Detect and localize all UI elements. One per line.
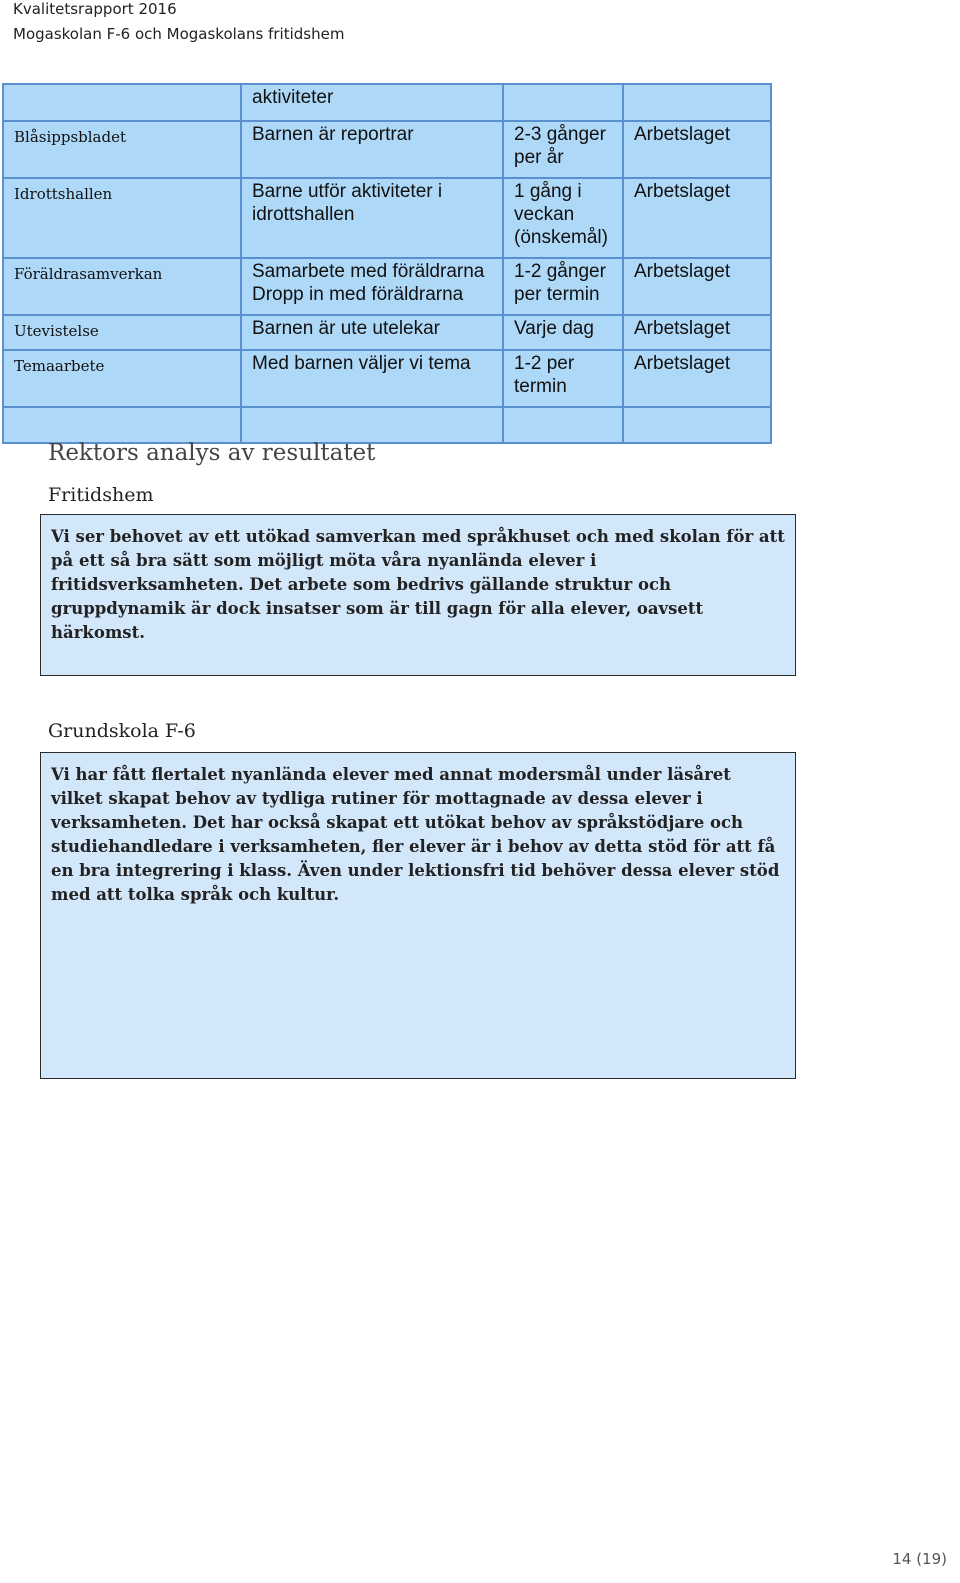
table-row [3,350,771,407]
grundskola-analysis-box [40,752,796,1079]
table-cell: 1 gång i veckan (önskemål) [503,178,623,258]
grundskola-heading: Grundskola F-6 [48,720,196,742]
table-cell [503,84,623,121]
table-cell: Samarbete med föräldrarna Dropp in med föräldrarna [241,258,503,315]
table-cell: Temaarbete [3,350,241,407]
fritidshem-analysis-box [40,514,796,676]
table-cell: Barnen är reportrar [241,121,503,178]
table-cell: Barne utför aktiviteter i idrottshallen [241,178,503,258]
table-cell: 1-2 gånger per termin [503,258,623,315]
table-cell [503,407,623,443]
table-cell: 1-2 per termin [503,350,623,407]
table-cell [623,84,771,121]
table-cell: Arbetslaget [623,258,771,315]
table-cell: Med barnen väljer vi tema [241,350,503,407]
table-cell: Arbetslaget [623,315,771,350]
table-cell: 2-3 gånger per år [503,121,623,178]
table-row [3,315,771,350]
section-title: Rektors analys av resultatet [48,440,376,466]
table-cell: Utevistelse [3,315,241,350]
fritidshem-analysis-text: Vi ser behovet av ett utökad samverkan med språkhuset och med skolan för att på ett så bra sätt som möjligt möta våra nyanlända elever i fritidsverksamheten. Det arbete som bedrivs gällande struktur och gruppdynamik är dock insatser som är till gagn för alla elever, oavsett härkomst. [51,527,785,642]
table-cell: Barnen är ute utelekar [241,315,503,350]
table-row [3,407,771,443]
fritidshem-heading: Fritidshem [48,484,154,506]
table-cell: aktiviteter [241,84,503,121]
activities-table [2,83,772,444]
table-cell [3,84,241,121]
grundskola-analysis-text: Vi har fått flertalet nyanlända elever med annat modersmål under läsåret vilket skapat behov av tydliga rutiner för mottagnade av dessa elever i verksamheten. Det har också skapat ett utökat behov av språkstödjare och studiehandledare i verksamheten, fler elever är i behov av detta stöd för att få en bra integrering i klass. Även under lektionsfri tid behöver dessa elever stöd med att tolka språk och kultur. [51,765,780,904]
table-row [3,121,771,178]
table-cell: Arbetslaget [623,121,771,178]
page-number: 14 (19) [892,1550,947,1568]
table-row [3,178,771,258]
table-cell: Föräldrasamverkan [3,258,241,315]
table-cell: Arbetslaget [623,178,771,258]
table-cell [623,407,771,443]
table-cell [3,407,241,443]
table-cell: Idrottshallen [3,178,241,258]
report-subtitle: Mogaskolan F-6 och Mogaskolans fritidshem [13,25,345,43]
table-cell: Varje dag [503,315,623,350]
report-title: Kvalitetsrapport 2016 [13,0,177,18]
table-cell: Arbetslaget [623,350,771,407]
table-row [3,258,771,315]
table-cell: Blåsippsbladet [3,121,241,178]
table-row [3,84,771,121]
table-cell [241,407,503,443]
